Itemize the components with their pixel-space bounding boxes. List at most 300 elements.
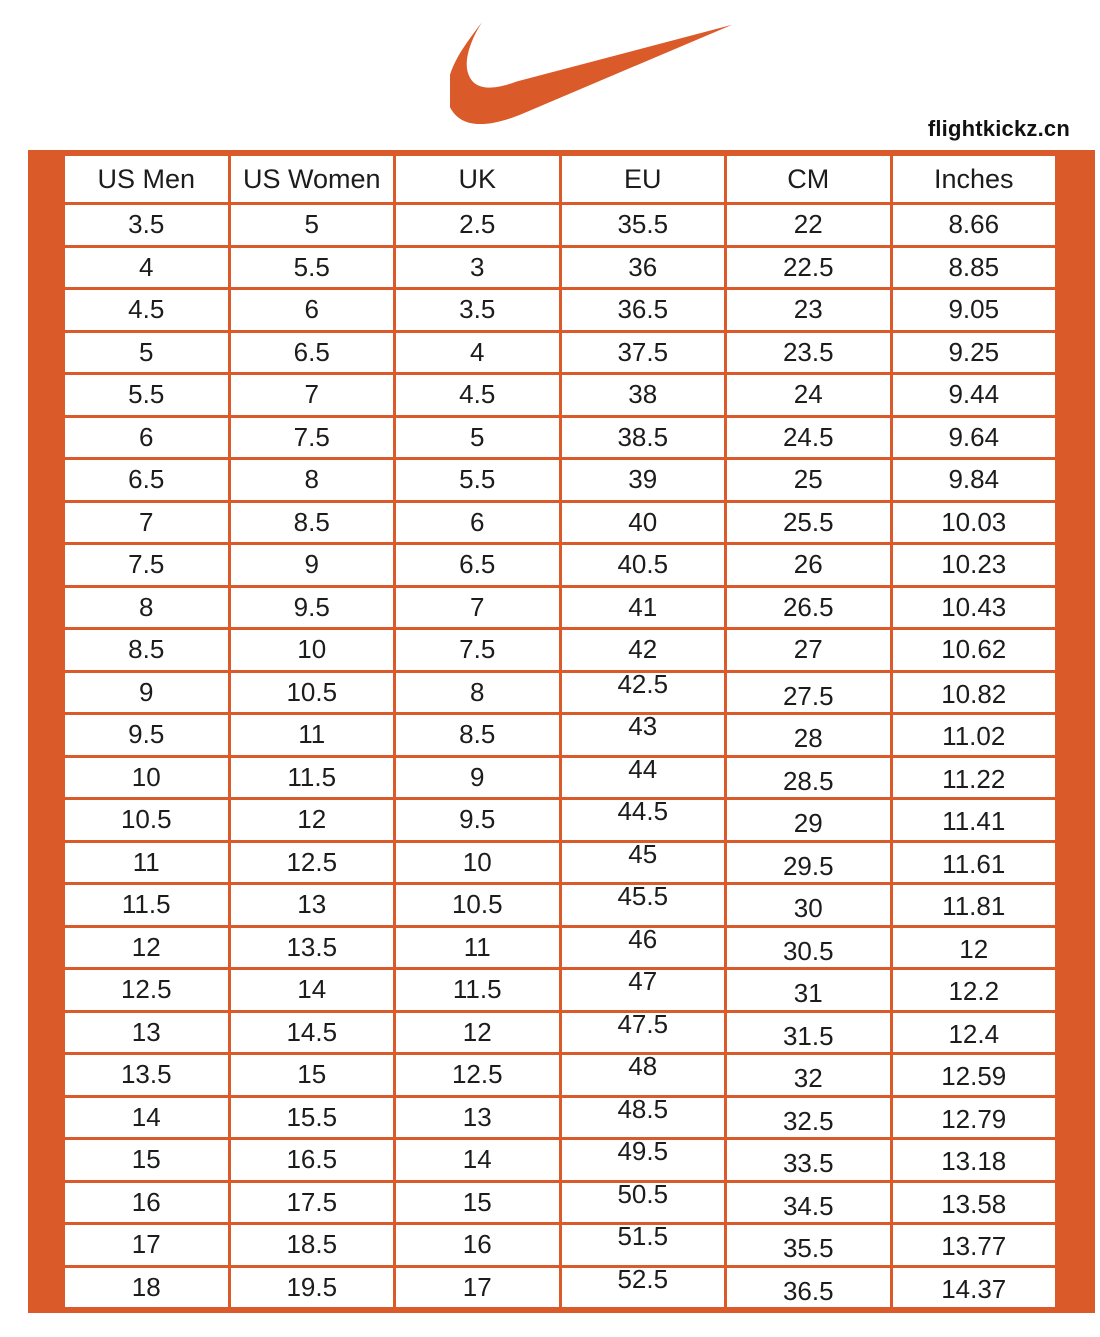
- table-cell: [726, 969, 892, 1012]
- table-cell: [229, 331, 395, 374]
- cell-value: 28.5: [782, 765, 834, 796]
- table-cell: [891, 416, 1057, 459]
- cell-value: 9.5: [128, 719, 165, 750]
- cell-value: 18: [131, 1271, 161, 1302]
- cell-value: 30: [793, 893, 823, 924]
- table-cell: [395, 629, 561, 672]
- table-cell: [64, 459, 230, 502]
- table-cell: [726, 756, 892, 799]
- table-cell: [64, 1181, 230, 1224]
- table-cell: [64, 714, 230, 757]
- cell-value: 12: [462, 1016, 492, 1047]
- cell-value: 23: [793, 294, 823, 325]
- cell-value: 11.22: [942, 763, 1006, 794]
- table-cell: [560, 204, 726, 247]
- table-cell: [560, 1221, 726, 1267]
- cell-value: 47.5: [617, 1008, 669, 1039]
- cell-value: 6: [304, 294, 319, 325]
- table-cell: [891, 459, 1057, 502]
- table-cell: [560, 711, 726, 757]
- table-row: [64, 926, 1057, 969]
- table-cell: [395, 246, 561, 289]
- table-cell: [64, 501, 230, 544]
- cell-value: 24: [793, 379, 823, 410]
- table-cell: [395, 544, 561, 587]
- table-cell: [891, 1181, 1057, 1224]
- table-cell: [726, 331, 892, 374]
- table-cell: [726, 586, 892, 629]
- table-cell: [891, 204, 1057, 247]
- table-cell: [64, 926, 230, 969]
- table-cell: [229, 1224, 395, 1267]
- cell-value: 9.05: [948, 294, 1000, 325]
- table-cell: [395, 884, 561, 927]
- cell-value: 11.81: [942, 891, 1006, 922]
- cell-value: 15: [462, 1186, 492, 1217]
- cell-value: 46: [628, 923, 658, 954]
- cell-value: 12.59: [941, 1061, 1007, 1092]
- cell-value: 32: [793, 1063, 823, 1094]
- table-row: [64, 671, 1057, 714]
- table-row: [64, 1139, 1057, 1182]
- table-cell: [726, 1224, 892, 1267]
- cell-value: 40.5: [617, 549, 669, 580]
- cell-value: 52.5: [617, 1263, 669, 1294]
- table-cell: [560, 1263, 726, 1309]
- size-chart-frame: [28, 150, 1095, 1313]
- cell-value: 27: [793, 634, 823, 665]
- cell-value: 17: [462, 1271, 492, 1302]
- cell-value: 42: [628, 634, 658, 665]
- cell-value: 11.61: [942, 848, 1006, 879]
- cell-value: 50.5: [617, 1178, 669, 1209]
- cell-value: 2.5: [459, 209, 496, 240]
- table-cell: [229, 714, 395, 757]
- table-cell: [64, 884, 230, 927]
- table-cell: [395, 1181, 561, 1224]
- cell-value: 8.5: [293, 506, 330, 537]
- table-cell: [395, 1054, 561, 1097]
- cell-value: 40: [628, 506, 658, 537]
- table-cell: [229, 204, 395, 247]
- table-cell: [891, 374, 1057, 417]
- table-cell: [726, 926, 892, 969]
- cell-value: 33.5: [782, 1148, 834, 1179]
- cell-value: 9.5: [459, 804, 496, 835]
- table-row: [64, 1054, 1057, 1097]
- table-row: [64, 331, 1057, 374]
- table-cell: [560, 796, 726, 842]
- cell-value: 9.5: [293, 591, 330, 622]
- table-cell: [560, 586, 726, 629]
- table-cell: [395, 926, 561, 969]
- table-cell: [891, 1224, 1057, 1267]
- table-cell: [229, 1096, 395, 1139]
- cell-value: 29: [793, 808, 823, 839]
- table-row: [64, 714, 1057, 757]
- size-table-body: [64, 204, 1057, 1309]
- cell-value: 15: [131, 1144, 161, 1175]
- cell-value: 32.5: [782, 1105, 834, 1136]
- cell-value: 15.5: [286, 1101, 338, 1132]
- table-cell: [560, 923, 726, 969]
- cell-value: 34.5: [782, 1190, 834, 1221]
- table-cell: [395, 289, 561, 332]
- table-cell: [395, 969, 561, 1012]
- cell-value: 18.5: [286, 1229, 338, 1260]
- cell-value: 7.5: [293, 421, 330, 452]
- cell-value: 13.18: [941, 1146, 1007, 1177]
- table-cell: [891, 544, 1057, 587]
- cell-value: 4: [139, 251, 154, 282]
- table-cell: [64, 1224, 230, 1267]
- table-row: [64, 459, 1057, 502]
- table-cell: [64, 289, 230, 332]
- cell-value: 30.5: [782, 935, 834, 966]
- table-cell: [229, 1266, 395, 1309]
- cell-value: 29.5: [782, 850, 834, 881]
- cell-value: 11: [132, 846, 160, 877]
- table-cell: [560, 668, 726, 714]
- table-cell: [891, 756, 1057, 799]
- cell-value: 9.64: [948, 421, 1000, 452]
- table-cell: [229, 1139, 395, 1182]
- table-cell: [726, 501, 892, 544]
- cell-value: 10.43: [941, 591, 1007, 622]
- table-cell: [229, 1181, 395, 1224]
- table-cell: [395, 459, 561, 502]
- table-row: [64, 629, 1057, 672]
- table-row: [64, 586, 1057, 629]
- cell-value: 3: [470, 251, 485, 282]
- table-row: [64, 756, 1057, 799]
- cell-value: 25.5: [782, 506, 834, 537]
- table-row: [64, 1266, 1057, 1309]
- table-cell: [229, 586, 395, 629]
- cell-value: 14: [297, 974, 327, 1005]
- cell-value: 8.85: [948, 251, 1000, 282]
- cell-value: 31: [793, 978, 823, 1009]
- table-cell: [560, 416, 726, 459]
- table-cell: [395, 1139, 561, 1182]
- cell-value: 39: [628, 464, 658, 495]
- table-row: [64, 1096, 1057, 1139]
- table-row: [64, 501, 1057, 544]
- table-cell: [395, 799, 561, 842]
- table-cell: [560, 881, 726, 927]
- cell-value: 5.5: [128, 379, 165, 410]
- table-row: [64, 1011, 1057, 1054]
- cell-value: 10.03: [941, 506, 1007, 537]
- cell-value: 10: [131, 761, 161, 792]
- cell-value: 44: [628, 753, 658, 784]
- table-cell: [229, 246, 395, 289]
- table-cell: [395, 331, 561, 374]
- table-cell: [64, 331, 230, 374]
- table-row: [64, 374, 1057, 417]
- table-cell: [229, 289, 395, 332]
- table-cell: [891, 969, 1057, 1012]
- cell-value: 37.5: [617, 336, 669, 367]
- table-cell: [64, 841, 230, 884]
- cell-value: 12: [131, 931, 161, 962]
- table-cell: [891, 331, 1057, 374]
- table-cell: [229, 841, 395, 884]
- table-cell: [726, 416, 892, 459]
- table-cell: [560, 966, 726, 1012]
- table-cell: [891, 671, 1057, 714]
- cell-value: 10.23: [941, 549, 1007, 580]
- cell-value: 13: [297, 889, 327, 920]
- table-row: [64, 799, 1057, 842]
- table-cell: [726, 1054, 892, 1097]
- cell-value: 11.02: [942, 721, 1006, 752]
- cell-value: 41: [628, 591, 658, 622]
- cell-value: 35.5: [617, 209, 669, 240]
- cell-value: 9.25: [948, 336, 1000, 367]
- cell-value: 7: [139, 506, 154, 537]
- cell-value: 15: [297, 1059, 327, 1090]
- table-cell: [726, 289, 892, 332]
- cell-value: 49.5: [617, 1136, 669, 1167]
- table-cell: [726, 671, 892, 714]
- table-cell: [64, 416, 230, 459]
- table-cell: [891, 289, 1057, 332]
- cell-value: 26: [793, 549, 823, 580]
- cell-value: 10.62: [941, 634, 1007, 665]
- cell-value: 14: [462, 1144, 492, 1175]
- table-cell: [64, 799, 230, 842]
- table-cell: [726, 1139, 892, 1182]
- cell-value: 12.2: [948, 976, 1000, 1007]
- cell-value: 8: [139, 591, 154, 622]
- cell-value: 9: [139, 676, 154, 707]
- cell-value: 12.79: [941, 1103, 1007, 1134]
- table-cell: [229, 969, 395, 1012]
- table-cell: [64, 1054, 230, 1097]
- cell-value: 11.5: [121, 889, 171, 920]
- table-cell: [560, 1136, 726, 1182]
- cell-value: 9: [470, 761, 485, 792]
- cell-value: 8: [304, 464, 319, 495]
- cell-value: 27.5: [782, 680, 834, 711]
- cell-value: 19.5: [286, 1271, 338, 1302]
- cell-value: 13: [131, 1016, 161, 1047]
- table-cell: [64, 586, 230, 629]
- cell-value: 10.5: [120, 804, 172, 835]
- cell-value: 9.44: [948, 379, 1000, 410]
- cell-value: 48.5: [617, 1093, 669, 1124]
- table-cell: [891, 926, 1057, 969]
- cell-value: 38: [628, 379, 658, 410]
- cell-value: 11.5: [287, 761, 337, 792]
- cell-value: 10: [462, 846, 492, 877]
- table-cell: [560, 289, 726, 332]
- table-cell: [395, 501, 561, 544]
- table-cell: [726, 246, 892, 289]
- table-cell: [560, 501, 726, 544]
- cell-value: 13.5: [120, 1059, 172, 1090]
- table-cell: [891, 884, 1057, 927]
- size-conversion-table: [62, 153, 1058, 1310]
- table-cell: [891, 1011, 1057, 1054]
- cell-value: 12: [297, 804, 327, 835]
- cell-value: 14.5: [286, 1016, 338, 1047]
- table-cell: [891, 841, 1057, 884]
- table-row: [64, 246, 1057, 289]
- table-cell: [891, 1054, 1057, 1097]
- cell-value: 6: [139, 421, 154, 452]
- cell-value: 16: [131, 1186, 161, 1217]
- table-cell: [64, 671, 230, 714]
- cell-value: 6.5: [128, 464, 165, 495]
- table-cell: [229, 416, 395, 459]
- table-row: [64, 969, 1057, 1012]
- table-cell: [891, 1096, 1057, 1139]
- table-row: [64, 884, 1057, 927]
- cell-value: 9: [304, 549, 319, 580]
- cell-value: 36.5: [782, 1275, 834, 1306]
- table-cell: [229, 1054, 395, 1097]
- cell-value: 5: [470, 421, 485, 452]
- table-cell: [726, 1096, 892, 1139]
- table-cell: [229, 799, 395, 842]
- table-cell: [395, 841, 561, 884]
- cell-value: 6.5: [459, 549, 496, 580]
- cell-value: 11.41: [942, 806, 1006, 837]
- cell-value: 6.5: [293, 336, 330, 367]
- cell-value: 8.66: [948, 209, 1000, 240]
- column-header: EU: [560, 155, 726, 204]
- table-cell: [891, 714, 1057, 757]
- table-row: [64, 544, 1057, 587]
- cell-value: 26.5: [782, 591, 834, 622]
- table-cell: [726, 374, 892, 417]
- table-cell: [64, 629, 230, 672]
- table-cell: [64, 1139, 230, 1182]
- cell-value: 5.5: [293, 251, 330, 282]
- table-cell: [891, 586, 1057, 629]
- table-cell: [891, 1266, 1057, 1309]
- table-cell: [229, 501, 395, 544]
- cell-value: 3.5: [128, 209, 165, 240]
- cell-value: 51.5: [617, 1221, 669, 1252]
- cell-value: 35.5: [782, 1233, 834, 1264]
- column-header: US Men: [64, 155, 230, 204]
- cell-value: 22: [793, 209, 823, 240]
- cell-value: 36.5: [617, 294, 669, 325]
- cell-value: 12.5: [120, 974, 172, 1005]
- table-cell: [395, 1266, 561, 1309]
- cell-value: 38.5: [617, 421, 669, 452]
- cell-value: 31.5: [782, 1020, 834, 1051]
- cell-value: 28: [793, 723, 823, 754]
- table-cell: [560, 753, 726, 799]
- table-cell: [64, 1011, 230, 1054]
- cell-value: 14.37: [941, 1273, 1007, 1304]
- table-cell: [229, 374, 395, 417]
- cell-value: 24.5: [782, 421, 834, 452]
- table-cell: [726, 204, 892, 247]
- table-cell: [726, 799, 892, 842]
- table-cell: [560, 1178, 726, 1224]
- table-row: [64, 1181, 1057, 1224]
- cell-value: 5: [139, 336, 154, 367]
- cell-value: 8.5: [128, 634, 165, 665]
- cell-value: 47: [628, 966, 658, 997]
- cell-value: 25: [793, 464, 823, 495]
- table-cell: [64, 374, 230, 417]
- cell-value: 10.5: [286, 676, 338, 707]
- table-cell: [726, 714, 892, 757]
- nike-swoosh-icon: [450, 18, 746, 124]
- column-header: UK: [395, 155, 561, 204]
- cell-value: 23.5: [782, 336, 834, 367]
- cell-value: 45.5: [617, 881, 669, 912]
- cell-value: 12: [959, 933, 989, 964]
- table-cell: [726, 544, 892, 587]
- column-header: Inches: [891, 155, 1057, 204]
- cell-value: 5: [304, 209, 319, 240]
- cell-value: 4.5: [459, 379, 496, 410]
- table-cell: [229, 629, 395, 672]
- cell-value: 10.82: [941, 678, 1007, 709]
- table-cell: [726, 1011, 892, 1054]
- watermark-text: flightkickz.cn: [927, 116, 1070, 141]
- table-cell: [891, 501, 1057, 544]
- table-cell: [891, 246, 1057, 289]
- table-row: [64, 204, 1057, 247]
- cell-value: 12.5: [451, 1059, 503, 1090]
- cell-value: 9.84: [948, 464, 1000, 495]
- table-cell: [395, 671, 561, 714]
- cell-value: 7.5: [459, 634, 496, 665]
- table-cell: [64, 969, 230, 1012]
- table-cell: [64, 1266, 230, 1309]
- cell-value: 7: [304, 379, 319, 410]
- table-cell: [560, 1008, 726, 1054]
- table-cell: [395, 416, 561, 459]
- cell-value: 13: [462, 1101, 492, 1132]
- cell-value: 10: [297, 634, 327, 665]
- table-cell: [726, 1266, 892, 1309]
- table-cell: [726, 1181, 892, 1224]
- cell-value: 43: [628, 711, 658, 742]
- table-cell: [395, 756, 561, 799]
- cell-value: 42.5: [617, 668, 669, 699]
- table-cell: [560, 629, 726, 672]
- table-cell: [560, 459, 726, 502]
- cell-value: 13.58: [941, 1188, 1007, 1219]
- table-cell: [560, 331, 726, 374]
- cell-value: 4.5: [128, 294, 165, 325]
- cell-value: 17.5: [286, 1186, 338, 1217]
- table-cell: [726, 884, 892, 927]
- cell-value: 5.5: [459, 464, 496, 495]
- table-row: [64, 841, 1057, 884]
- cell-value: 22.5: [782, 251, 834, 282]
- table-cell: [560, 544, 726, 587]
- table-cell: [229, 1011, 395, 1054]
- table-cell: [229, 756, 395, 799]
- table-cell: [726, 459, 892, 502]
- table-cell: [560, 1093, 726, 1139]
- table-cell: [229, 884, 395, 927]
- cell-value: 8: [470, 676, 485, 707]
- table-cell: [891, 1139, 1057, 1182]
- table-cell: [229, 459, 395, 502]
- table-row: [64, 1224, 1057, 1267]
